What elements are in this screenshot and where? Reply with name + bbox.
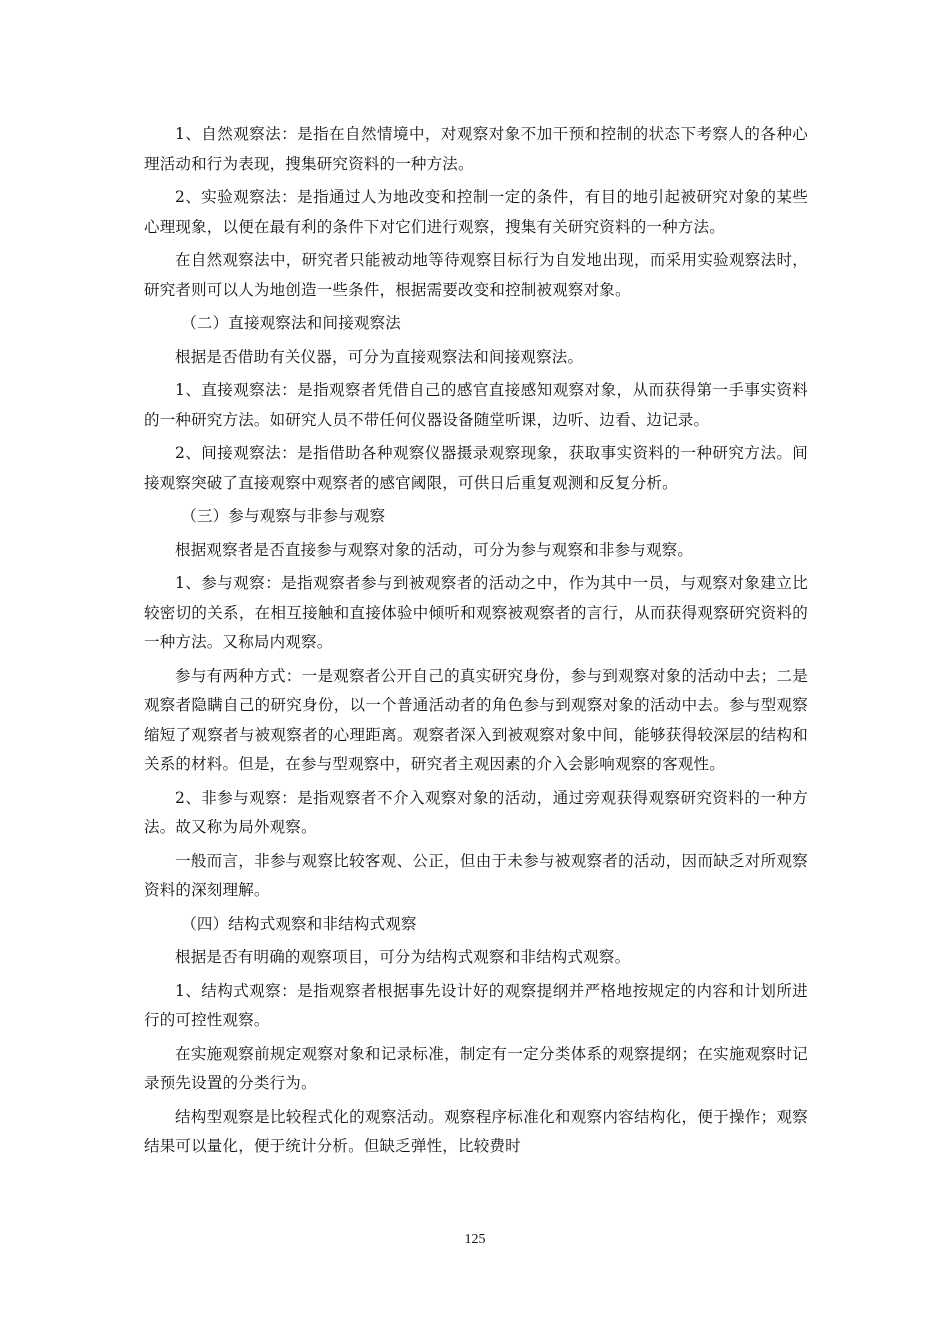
paragraph: 2、间接观察法：是指借助各种观察仪器摄录观察现象，获取事实资料的一种研究方法。间接观察突破了直接观察中观察者的感官阈限，可供日后重复观测和反复分析。 — [144, 444, 808, 492]
paragraph: 结构型观察是比较程式化的观察活动。观察程序标准化和观察内容结构化，便于操作；观察结果可以量化，便于统计分析。但缺乏弹性，比较费时 — [144, 1107, 808, 1155]
paragraph: 根据是否借助有关仪器，可分为直接观察法和间接观察法。 — [175, 347, 584, 366]
page-number: 125 — [464, 1232, 486, 1247]
paragraph: 在自然观察法中，研究者只能被动地等待观察目标行为自发地出现，而采用实验观察法时，研究者则可以人为地创造一些条件，根据需要改变和控制被观察对象。 — [144, 251, 808, 299]
paragraph: 一般而言，非参与观察比较客观、公正，但由于未参与被观察者的活动，因而缺乏对所观察资料的深刻理解。 — [144, 851, 808, 899]
section-heading: （四）结构式观察和非结构式观察 — [181, 914, 417, 933]
paragraph: 根据是否有明确的观察项目，可分为结构式观察和非结构式观察。 — [175, 948, 631, 966]
paragraph: 参与有两种方式：一是观察者公开自己的真实研究身份，参与到观察对象的活动中去；二是观察者隐瞒自己的研究身份，以一个普通活动者的角色参与到观察对象的活动中去。参与型观察缩短了观察者与被观察者的心理距离。观察者深入到被观察对象中间，能够获得较深层的结构和关系的材料。但是，在参与型观察中，研究者主观因素的介入会影响观察的客观性。 — [144, 666, 808, 773]
paragraph: 根据观察者是否直接参与观察对象的活动，可分为参与观察和非参与观察。 — [175, 540, 694, 559]
section-heading: （三）参与观察与非参与观察 — [181, 507, 386, 525]
paragraph: 在实施观察前规定观察对象和记录标准，制定有一定分类体系的观察提纲；在实施观察时记录预先设置的分类行为。 — [144, 1044, 808, 1092]
paragraph: 2、非参与观察：是指观察者不介入观察对象的活动，通过旁观获得观察研究资料的一种方法。故又称为局外观察。 — [144, 788, 808, 836]
paragraph: 1、直接观察法：是指观察者凭借自己的感官直接感知观察对象，从而获得第一手事实资料的一种研究方法。如研究人员不带任何仪器设备随堂听课，边听、边看、边记录。 — [144, 381, 808, 429]
paragraph: 1、结构式观察：是指观察者根据事先设计好的观察提纲并严格地按规定的内容和计划所进行的可控性观察。 — [144, 981, 808, 1029]
document-body — [144, 120, 808, 1166]
paragraph: 1、参与观察：是指观察者参与到被观察者的活动之中，作为其中一员，与观察对象建立比较密切的关系，在相互接触和直接体验中倾听和观察被观察者的言行，从而获得观察研究资料的一种方法。又称局内观察。 — [144, 574, 808, 651]
paragraph: 2、实验观察法：是指通过人为地改变和控制一定的条件，有目的地引起被研究对象的某些心理现象，以便在最有利的条件下对它们进行观察，搜集有关研究资料的一种方法。 — [144, 188, 808, 236]
paragraph: 1、自然观察法：是指在自然情境中，对观察对象不加干预和控制的状态下考察人的各种心理活动和行为表现，搜集研究资料的一种方法。 — [144, 125, 808, 173]
section-heading: （二）直接观察法和间接观察法 — [181, 314, 401, 332]
